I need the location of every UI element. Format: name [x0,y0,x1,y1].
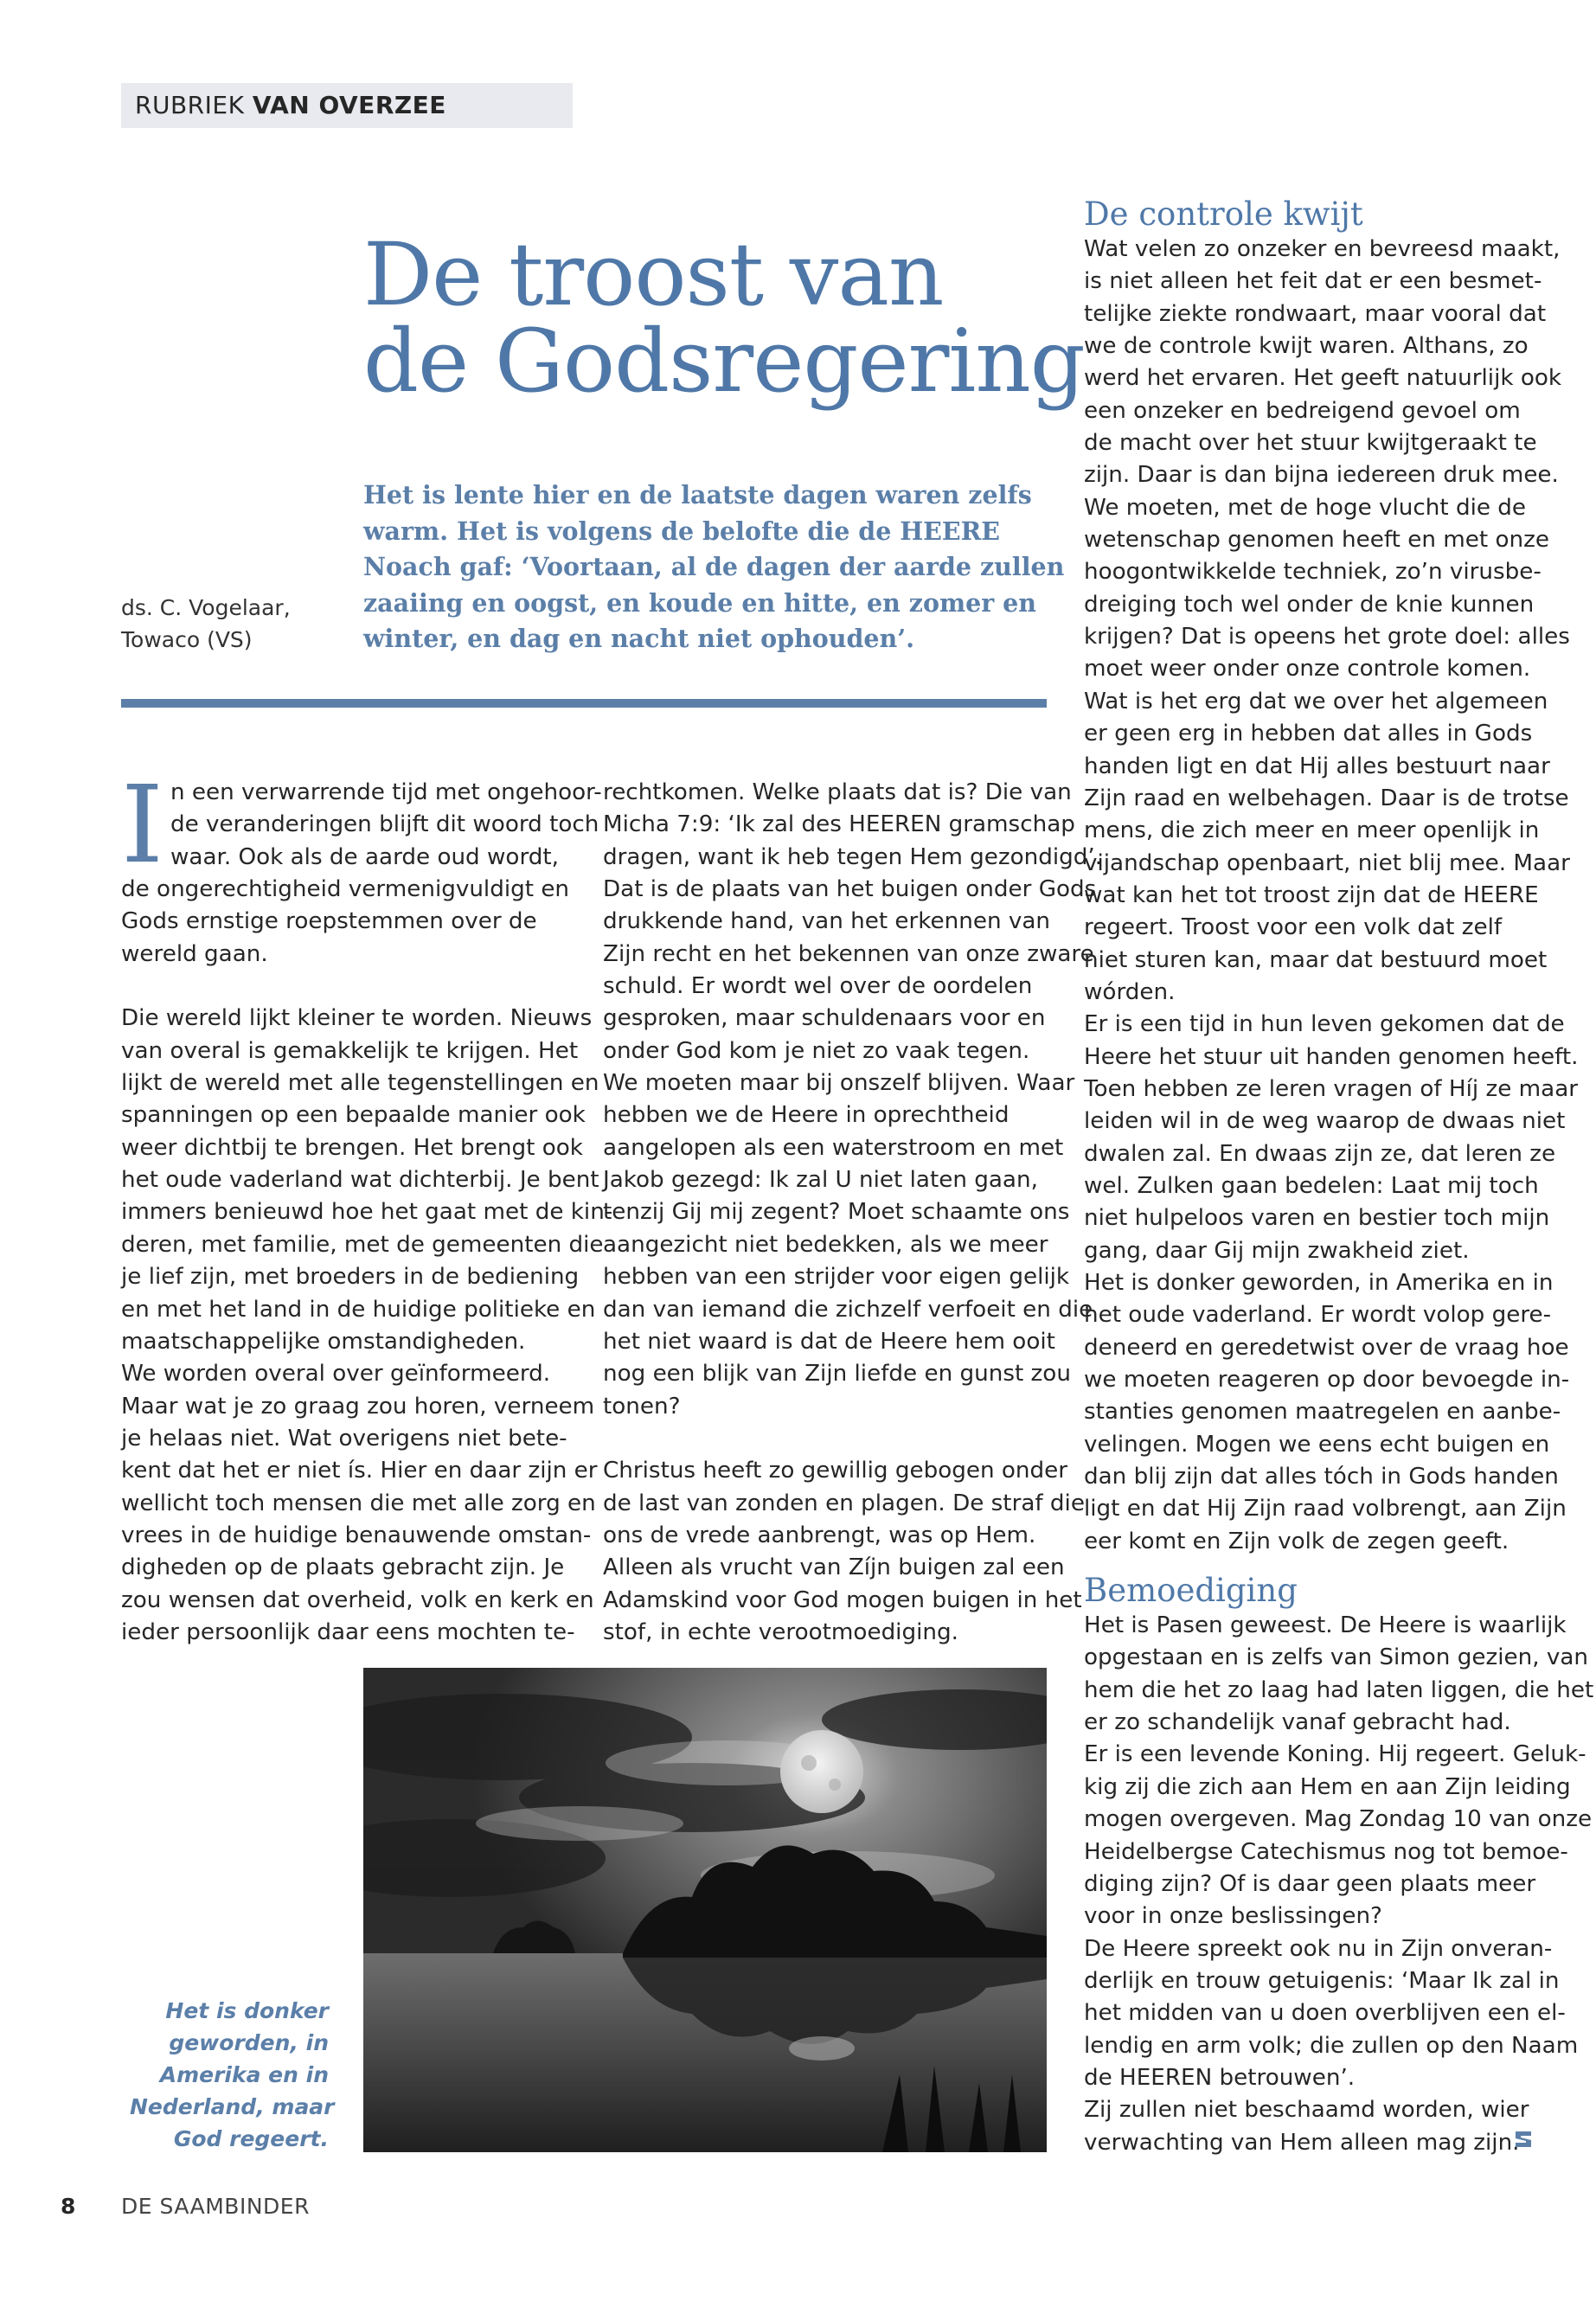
caption-line: Amerika en in [159,2062,329,2087]
text-line: er zo schandelijk vanaf gebracht had. [1084,1709,1511,1736]
text-line: het oude vaderland wat dichterbij. Je bent [121,1167,599,1194]
text-column-2 [603,777,1103,1649]
text-line: Christus heeft zo gewillig gebogen onder [603,1458,1068,1484]
text-line: de last van zonden en plagen. De straf die [603,1490,1085,1516]
author-name: ds. C. Vogelaar, [121,595,291,620]
lead-line: Het is lente hier en de laatste dagen waren zelfs [363,480,1032,510]
text-line: Er is een levende Koning. Hij regeert. Geluk- [1084,1741,1586,1768]
rubric-name: VAN OVERZEE [252,91,446,119]
text-line: werd het ervaren. Het geeft natuurlijk ook [1084,365,1562,392]
lead-line: Noach gaf: ‘Voortaan, al de dagen der aarde zullen [363,552,1065,581]
text-line: kig zij die zich aan Hem en aan Zijn leiding [1084,1773,1571,1800]
text-line: maatschappelijke omstandigheden. [121,1328,526,1355]
article-lead [363,478,1065,657]
text-line: de HEEREN betrouwen’. [1084,2064,1356,2091]
text-line: zou wensen dat overheid, volk en kerk en [121,1586,594,1613]
text-line: ligt en dat Hij Zijn raad volbrengt, aan Zijn [1084,1496,1567,1522]
text-line: we de controle kwijt waren. Althans, zo [1084,333,1529,360]
text-line: weer dichtbij te brengen. Het brengt ook [121,1134,583,1161]
text-line: Toen hebben ze leren vragen of Híj ze maar [1084,1075,1579,1102]
text-line: wellicht toch mensen die met alle zorg en [121,1490,596,1516]
text-line: krijgen? Dat is opeens het grote doel: alles [1084,624,1570,651]
text-line: telijke ziekte rondwaart, maar vooral dat [1084,300,1547,327]
lead-line: warm. Het is volgens de belofte die de HEERE [363,516,1001,546]
section-heading: De controle kwijt [1084,195,1363,233]
rubric-prefix: RUBRIEK [135,91,245,119]
lead-line: winter, en dag en nacht niet ophouden’. [363,624,915,653]
text-line: Wat is het erg dat we over het algemeen [1084,688,1548,715]
text-line: kent dat het er niet ís. Hier en daar zijn er [121,1458,598,1484]
text-line: lijkt de wereld met alle tegenstellingen en [121,1070,599,1097]
text-line: het niet waard is dat de Heere hem ooit [603,1328,1055,1355]
end-of-article-icon [1512,2128,1535,2150]
text-line: Micha 7:9: ‘Ik zal des HEEREN gramschap [603,811,1075,838]
text-line: het oude vaderland. Er wordt volop gere- [1084,1302,1552,1329]
text-line: digheden op de plaats gebracht zijn. Je [121,1554,565,1581]
text-line: drukkende hand, van het erkennen van [603,908,1051,935]
text-line: n een verwarrende tijd met ongehoor- [170,779,602,805]
text-line: wel. Zulken gaan bedelen: Laat mij toch [1084,1172,1539,1199]
divider-rule [121,699,1047,708]
text-line: immers benieuwd hoe het gaat met de kin- [121,1199,613,1226]
text-line: Het is Pasen geweest. De Heere is waarlijk [1084,1612,1567,1639]
text-line: aangelopen als een waterstroom en met [603,1134,1064,1161]
text-line: wórden. [1084,978,1176,1005]
text-line: tonen? [603,1393,681,1420]
text-line: dan blij zijn dat alles tóch in Gods handen [1084,1464,1559,1490]
page-number: 8 [61,2194,76,2219]
text-line: vrees in de huidige benauwende omstan- [121,1522,592,1548]
photo-caption [130,1995,335,2155]
caption-line: Nederland, maar [130,2094,335,2119]
text-line: velingen. Mogen we eens echt buigen en [1084,1431,1550,1458]
text-line: Zijn raad en welbehagen. Daar is de trotse [1084,785,1569,811]
article-title [363,224,1085,412]
text-column-1 [121,763,613,1649]
text-line: we moeten reageren op door bevoegde in- [1084,1367,1570,1394]
text-line: Wat velen zo onzeker en bevreesd maakt, [1084,236,1561,262]
text-line: schuld. Er wordt wel over de oordelen [603,973,1033,1000]
text-line: mens, die zich meer en meer openlijk in [1084,817,1540,844]
text-line: derlijk en trouw getuigenis: ‘Maar Ik zal in [1084,1967,1560,1994]
text-line: diging zijn? Of is daar geen plaats meer [1084,1870,1536,1897]
text-line: vijandschap openbaart, niet blij mee. Maar [1084,849,1570,876]
section-heading: Bemoediging [1084,1572,1298,1610]
text-line: lendig en arm volk; die zullen op den Naam [1084,2032,1579,2059]
text-line: hem die het zo laag had laten liggen, die het [1084,1676,1594,1703]
text-line: leiden wil in de weg waarop de dwaas niet [1084,1108,1566,1135]
text-line: hebben van een strijder voor eigen gelijk [603,1264,1070,1291]
text-line: dan van iemand die zichzelf verfoeit en die [603,1296,1093,1323]
text-line: We moeten maar bij onszelf blijven. Waar [603,1070,1075,1097]
paragraph-gap [121,971,571,1003]
text-line: Gods ernstige roepstemmen over de [121,908,537,935]
text-line: verwachting van Hem alleen mag zijn. [1084,2129,1520,2156]
text-line: We moeten, met de hoge vlucht die de [1084,494,1527,521]
text-line: er geen erg in hebben dat alles in Gods [1084,721,1533,747]
text-line: een onzeker en bedreigend gevoel om [1084,397,1521,424]
text-line: regeert. Troost voor een volk dat zelf [1084,914,1503,941]
text-line: is niet alleen het feit dat er een besmet- [1084,268,1542,295]
text-line: Die wereld lijkt kleiner te worden. Nieuws [121,1005,593,1032]
text-line: het midden van u doen overblijven een el- [1084,2000,1566,2027]
text-line: niet hulpeloos varen en bestier toch mijn [1084,1205,1550,1232]
text-line: de ongerechtigheid vermenigvuldigt en [121,876,570,903]
text-line: Maar wat je zo graag zou horen, verneem [121,1393,595,1420]
text-line: waar. Ook als de aarde oud wordt, [170,843,559,870]
text-line: stof, in echte verootmoediging. [603,1618,958,1645]
text-line: gang, daar Gij mijn zwakheid ziet. [1084,1237,1470,1264]
text-line: voor in onze beslissingen? [1084,1903,1382,1930]
caption-line: geworden, in [169,2030,329,2055]
text-line: nog een blijk van Zijn liefde en gunst zou [603,1361,1071,1388]
text-line: Dat is de plaats van het buigen onder Gods [603,876,1097,903]
text-line: van overal is gemakkelijk te krijgen. Het [121,1037,579,1064]
text-line: wat kan het tot troost zijn dat de HEERE [1084,881,1539,908]
text-line: Zijn recht en het bekennen van onze zware [603,940,1094,967]
text-line: de veranderingen blijft dit woord toch [170,811,599,838]
text-line: ieder persoonlijk daar eens mochten te- [121,1618,575,1645]
caption-line: Het is donker [165,1998,329,2023]
text-line: dragen, want ik heb tegen Hem gezondigd’. [603,843,1103,870]
text-line: moet weer onder onze controle komen. [1084,656,1531,683]
text-line: niet sturen kan, maar dat bestuurd moet [1084,946,1548,973]
author-byline [121,592,291,656]
text-line: Adamskind voor God mogen buigen in het [603,1586,1082,1613]
text-line: hoogontwikkelde techniek, zo’n virusbe- [1084,559,1542,586]
text-line: de macht over het stuur kwijtgeraakt te [1084,430,1537,457]
text-line: Er is een tijd in hun leven gekomen dat de [1084,1011,1565,1038]
text-line: Heidelbergse Catechismus nog tot bemoe- [1084,1838,1568,1865]
text-line: Het is donker geworden, in Amerika en in [1084,1270,1554,1296]
text-line: onder God kom je niet zo vaak tegen. [603,1037,1030,1064]
moonlit-lake-illustration [363,1668,1047,2152]
text-line: en met het land in de huidige politieke en [121,1296,596,1323]
text-line: Zij zullen niet beschaamd worden, wier [1084,2097,1529,2124]
text-line: je lief zijn, met broeders in de bediening [121,1264,580,1291]
rubric-label [135,92,446,119]
text-line: Alleen als vrucht van Zíjn buigen zal een [603,1554,1065,1581]
text-line: aangezicht niet bedekken, als we meer [603,1231,1048,1258]
text-line: tenzij Gij mij zegent? Moet schaamte ons [603,1199,1070,1226]
text-line: je helaas niet. Wat overigens niet bete- [121,1425,567,1452]
paragraph-gap [603,1423,1053,1455]
lead-line: zaaiing en oogst, en koude en hitte, en zomer en [363,587,1037,618]
caption-line: God regeert. [173,2126,329,2151]
text-column-3 [1084,195,1594,2159]
text-line: eer komt en Zijn volk de zegen geeft. [1084,1528,1509,1554]
article-title-line: de Godsregering [363,311,1085,412]
text-line: De Heere spreekt ook nu in Zijn onveran- [1084,1935,1553,1962]
magazine-name: DE SAAMBINDER [121,2194,310,2219]
article-title-line: De troost van [363,224,944,325]
text-line: hebben we de Heere in oprechtheid [603,1102,1010,1129]
text-line: deneerd en geredetwist over de vraag hoe [1084,1334,1569,1361]
text-line: Jakob gezegd: Ik zal U niet laten gaan, [603,1167,1038,1194]
text-line: dreiging toch wel onder de knie kunnen [1084,591,1535,618]
rubric-header [121,83,573,128]
text-line: We worden overal over geïnformeerd. [121,1361,551,1388]
text-line: gesproken, maar schuldenaars voor en [603,1005,1046,1032]
text-line: mogen overgeven. Mag Zondag 10 van onze [1084,1806,1593,1833]
text-line: wetenschap genomen heeft en met onze [1084,527,1549,554]
text-line: Heere het stuur uit handen genomen heeft. [1084,1043,1579,1070]
text-line: spanningen op een bepaalde manier ook [121,1102,586,1129]
drop-cap: I [121,763,163,888]
text-line: opgestaan en is zelfs van Simon gezien, van [1084,1644,1588,1671]
text-line: ons de vrede aanbrengt, was op Hem. [603,1522,1036,1548]
text-line: rechtkomen. Welke plaats dat is? Die van [603,779,1072,805]
text-line: dwalen zal. En dwaas zijn ze, dat leren ze [1084,1140,1556,1167]
moonlit-lake-photo [363,1668,1047,2152]
text-line: handen ligt en dat Hij alles bestuurt naar [1084,753,1550,779]
text-line: stanties genomen maatregelen en aanbe- [1084,1399,1561,1426]
text-line: zijn. Daar is dan bijna iedereen druk mee. [1084,462,1559,489]
text-line: deren, met familie, met de gemeenten die [121,1231,604,1258]
author-location: Towaco (VS) [121,627,253,652]
text-line: wereld gaan. [121,940,268,967]
